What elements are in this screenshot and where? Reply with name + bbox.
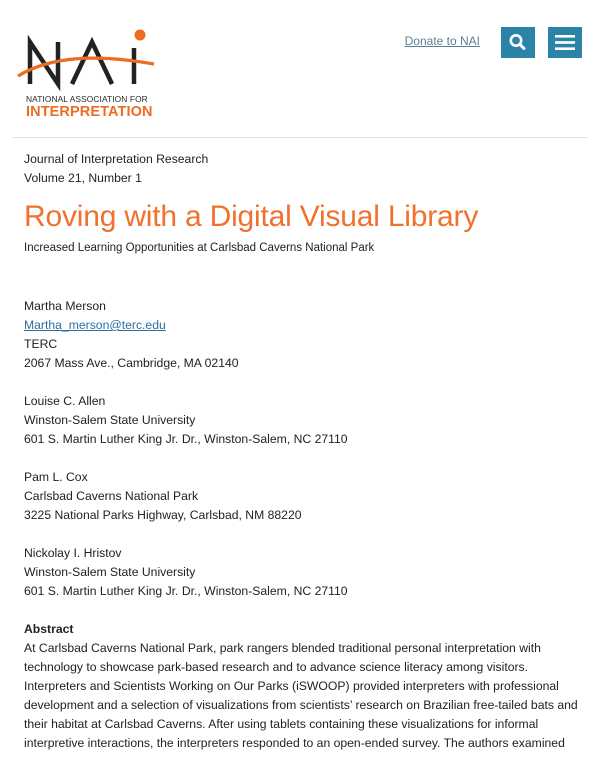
author-entry (24, 468, 580, 525)
author-address: 3225 National Parks Highway, Carlsbad, NM 88220 (24, 508, 302, 522)
article-subtitle: Increased Learning Opportunities at Carlsbad Caverns National Park (24, 242, 375, 254)
author-name: Nickolay I. Hristov (24, 546, 122, 560)
author-entry (24, 297, 580, 373)
logo-org-line2: INTERPRETATION (26, 104, 153, 120)
donate-link[interactable]: Donate to NAI (404, 34, 480, 48)
menu-button[interactable] (548, 27, 582, 58)
abstract-heading: Abstract (24, 622, 74, 636)
author-address: 2067 Mass Ave., Cambridge, MA 02140 (24, 356, 239, 370)
author-name: Martha Merson (24, 299, 106, 313)
author-list (24, 297, 580, 601)
author-org: Winston-Salem State University (24, 413, 196, 427)
author-entry (24, 392, 580, 449)
article-title: Roving with a Digital Visual Library (24, 200, 479, 233)
header-divider (12, 137, 588, 138)
hamburger-menu-icon (548, 27, 582, 58)
logo-org-line1: NATIONAL ASSOCIATION FOR (26, 94, 148, 104)
site-header (0, 0, 600, 137)
nai-logo-mark-icon (16, 26, 156, 96)
search-button[interactable] (501, 27, 535, 58)
author-address: 601 S. Martin Luther King Jr. Dr., Winston-Salem, NC 27110 (24, 584, 348, 598)
author-email-link[interactable]: Martha_merson@terc.edu (24, 318, 166, 332)
search-icon (501, 27, 535, 58)
nai-logo[interactable] (16, 26, 156, 122)
author-org: TERC (24, 337, 58, 351)
author-entry (24, 544, 580, 601)
abstract-text: At Carlsbad Caverns National Park, park rangers blended traditional personal interpretation with technology to showcase park-based research and to advance science literacy among visitors. Interpreters and Scientists Working on Our Parks (iSWOOP) provided interpreters with professional development and a selection of visualizations from scientists’ research on Brazilian free-tailed bats and their habitat at Carlsbad Caverns. After using tablets containing these visualizations for informal interpretive interactions, the interpreters responded to an open-ended survey. The authors examined (24, 641, 578, 750)
journal-volume: Volume 21, Number 1 (24, 171, 142, 185)
journal-name: Journal of Interpretation Research (24, 152, 209, 166)
author-address: 601 S. Martin Luther King Jr. Dr., Winston-Salem, NC 27110 (24, 432, 348, 446)
author-name: Louise C. Allen (24, 394, 106, 408)
author-org: Winston-Salem State University (24, 565, 196, 579)
author-org: Carlsbad Caverns National Park (24, 489, 199, 503)
author-name: Pam L. Cox (24, 470, 88, 484)
article-content (24, 150, 580, 753)
